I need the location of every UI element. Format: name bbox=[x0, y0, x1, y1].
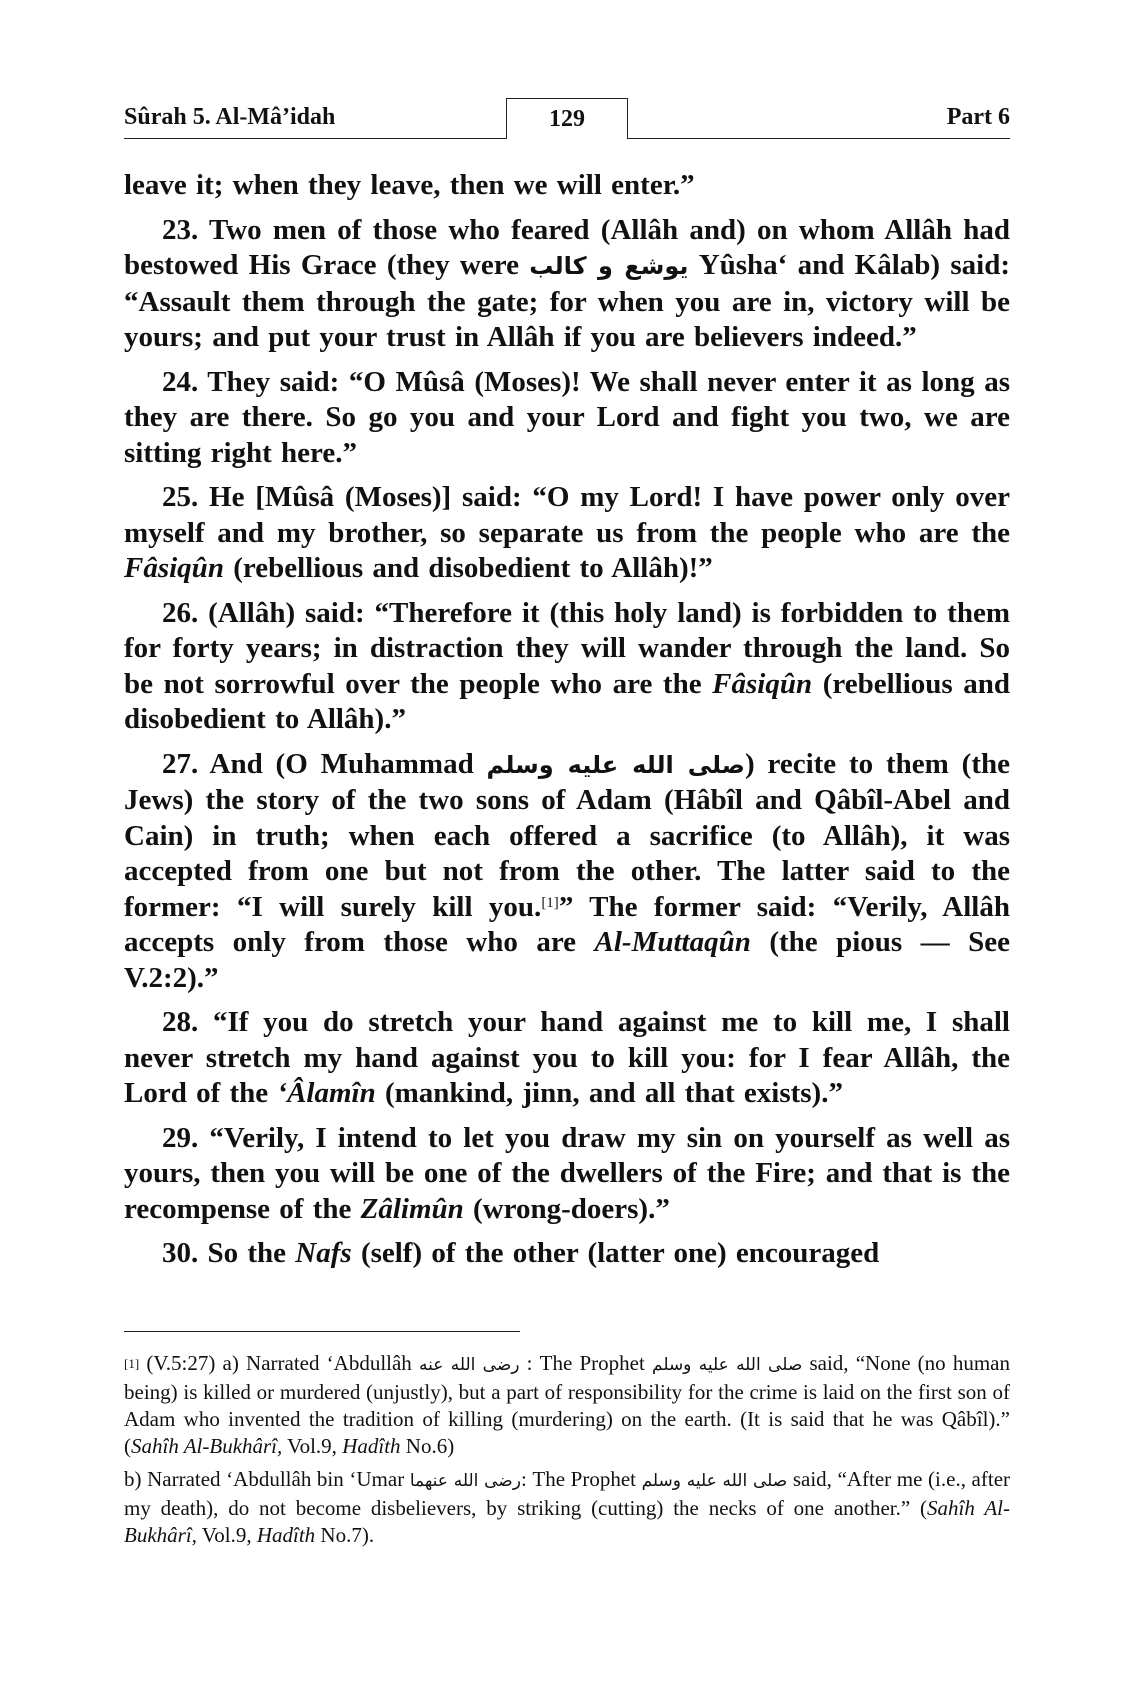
arabic-salutation: صلى الله عليه وسلم bbox=[641, 1471, 788, 1491]
footnotes bbox=[124, 1350, 1010, 1555]
verse-28: 28. “If you do stretch your hand against me to kill me, I shall never stretch my hand against you to kill you: for I fear Allâh, the Lord of the ‘Âlamîn (mankind, jinn, and all that exists).” bbox=[124, 1006, 1010, 1109]
surah-title: Sûrah 5. Al-Mâ’idah bbox=[124, 104, 336, 130]
term-al-muttaqun: Al-Muttaqûn bbox=[594, 926, 751, 958]
verse-24: 24. They said: “O Mûsâ (Moses)! We shall never enter it as long as they are there. So go you and your Lord and fight you two, we are sitting right here.” bbox=[124, 365, 1010, 469]
part-label: Part 6 bbox=[946, 104, 1010, 130]
source-title: Sahîh Al-Bukhârî, bbox=[124, 1496, 1010, 1547]
arabic-names: يوشع و كالب bbox=[529, 252, 689, 280]
arabic-salutation: صلى الله عليه وسلم bbox=[486, 750, 745, 779]
page-number: 129 bbox=[506, 98, 628, 139]
term-nafs: Nafs bbox=[295, 1237, 352, 1269]
term-zalimun: Zâlimûn bbox=[360, 1192, 464, 1225]
arabic-radiallahu: رضى الله عنه bbox=[418, 1355, 520, 1375]
main-text bbox=[124, 168, 1010, 1281]
term-fasiqun: Fâsiqûn bbox=[124, 552, 224, 584]
verse-30: 30. So the Nafs (self) of the other (latter one) encouraged bbox=[162, 1237, 880, 1269]
footnote-a-marker: [1] bbox=[124, 1356, 140, 1371]
verse-26: 26. (Allâh) said: “Therefore it (this holy land) is forbidden to them for forty years; in distraction they will wander through the land. So be not sorrowful over the people who are the Fâsiqûn (rebellious and disobedient to Allâh).” bbox=[124, 596, 1010, 735]
hadith-label: Hadîth bbox=[342, 1434, 401, 1458]
footnote-divider bbox=[124, 1331, 520, 1332]
hadith-label: Hadîth bbox=[256, 1523, 316, 1547]
footnote-a: [1] (V.5:27) a) Narrated ‘Abdullâh رضى الله عنه : The Prophet صلى الله عليه وسلم said, “None (no human being) is killed or murdered (unjustly), but a part of responsibility for the crime is laid on the first son of Adam who invented the tradition of killing (murdering) on the earth. (It is said that he was Qâbîl).” (Sahîh Al-Bukhârî, Vol.9, Hadîth No.6) bbox=[124, 1351, 1011, 1458]
arabic-salutation: صلى الله عليه وسلم bbox=[652, 1355, 803, 1375]
source-title: Sahîh Al-Bukhârî, bbox=[131, 1434, 283, 1458]
footnote-marker[interactable]: [1] bbox=[541, 894, 559, 911]
term-alamin: ‘Âlamîn bbox=[277, 1077, 376, 1109]
verse-27: 27. And (O Muhammad صلى الله عليه وسلم) recite to them (the Jews) the story of the two sons of Adam (Hâbîl and Qâbîl-Abel and Cain) in truth; when each offered a sacrifice (to Allâh), it was accepted from one but not from the other. The latter said to the former: “I will surely kill you.[1]” The former said: “Verily, Allâh accepts only from those who are Al-Muttaqûn (the pious — See V.2:2).” bbox=[124, 747, 1010, 994]
header-rule-left bbox=[124, 138, 506, 139]
footnote-b: b) Narrated ‘Abdullâh bin ‘Umar رضى الله عنهما: The Prophet صلى الله عليه وسلم said, “After me (i.e., after my death), do not become disbelievers, by striking (cutting) the necks of one another.” (Sahîh Al-Bukhârî, Vol.9, Hadîth No.7). bbox=[124, 1467, 1011, 1547]
verse-29: 29. “Verily, I intend to let you draw my sin on yourself as well as yours, then you will be one of the dwellers of the Fire; and that is the recompense of the Zâlimûn (wrong-doers).” bbox=[124, 1121, 1010, 1225]
verse-continuation: leave it; when they leave, then we will enter.” bbox=[124, 169, 695, 201]
header-rule-right bbox=[628, 138, 1010, 139]
term-fasiqun: Fâsiqûn bbox=[712, 667, 813, 700]
verse-23: 23. Two men of those who feared (Allâh and) on whom Allâh had bestowed His Grace (they were يوشع و كالب Yûsha‘ and Kâlab) said: “Assault them through the gate; for when you are in, victory will be yours; and put your trust in Allâh if you are believers indeed.” bbox=[124, 213, 1010, 353]
arabic-radiallahu: رضى الله عنهما bbox=[409, 1471, 521, 1491]
running-header bbox=[124, 98, 1010, 140]
verse-25: 25. He [Mûsâ (Moses)] said: “O my Lord! I have power only over myself and my brother, so separate us from the people who are the Fâsiqûn (rebellious and disobedient to Allâh)!” bbox=[124, 481, 1010, 584]
